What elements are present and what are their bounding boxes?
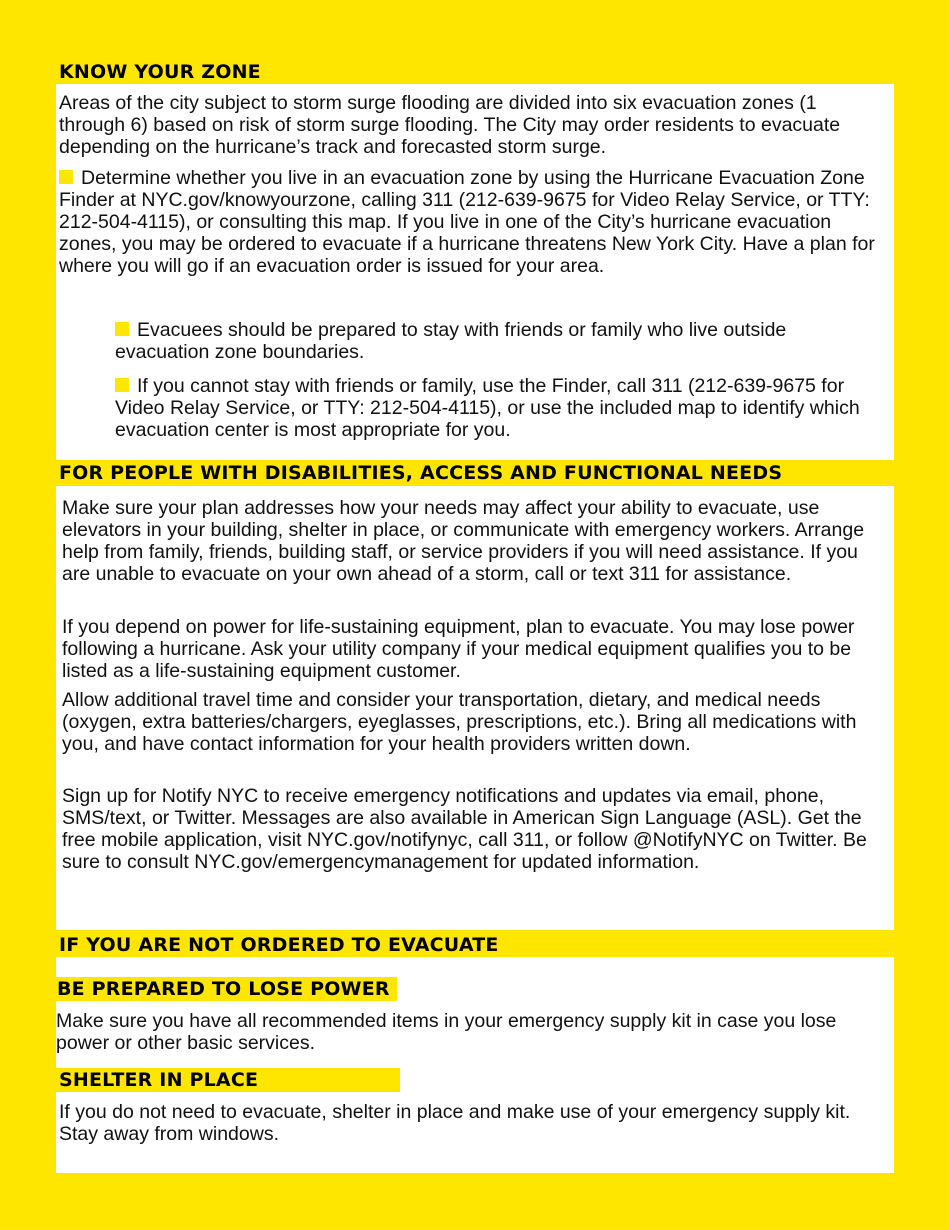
evacuation-center-text: If you cannot stay with friends or family, use the Finder, call 311 (212-639-9675 for Video Relay Service, or TTY: 212-504-4115), or use the included map to identify which evacuation center is most appropriate for you. <box>115 375 860 441</box>
evacuees-friends-family-text: Evacuees should be prepared to stay with friends or family who live outside evacuation zone boundaries. <box>115 319 787 363</box>
square-bullet-icon <box>115 378 129 392</box>
lose-power-body: Make sure you have all recommended items in your emergency supply kit in case you lose power or other basic services. <box>56 1010 837 1054</box>
list-item <box>115 375 875 441</box>
disabilities-paragraph-plan: Make sure your plan addresses how your needs may affect your ability to evacuate, use elevators in your building, shelter in place, or communicate with emergency workers. Arrange help from family, friends, building staff, or service providers if you will need assistance. If you are unable to evacuate on your own ahead of a storm, call or text 311 for assistance. <box>62 497 865 585</box>
shelter-body: If you do not need to evacuate, shelter in place and make use of your emergency supply kit. Stay away from windows. <box>59 1101 851 1145</box>
list-item <box>59 167 889 277</box>
disabilities-paragraph-travel: Allow additional travel time and consider your transportation, dietary, and medical needs (oxygen, extra batteries/chargers, eyeglasses, prescriptions, etc.). Bring all medications with you, and have contact information for your health providers written down. <box>62 689 857 755</box>
subheading-lose-power: BE PREPARED TO LOSE POWER <box>56 977 397 1001</box>
section-heading-know-your-zone: KNOW YOUR ZONE <box>59 61 261 83</box>
disabilities-paragraph-notify: Sign up for Notify NYC to receive emergency notifications and updates via email, phone, SMS/text, or Twitter. Messages are also available in American Sign Language (ASL). Get the free mobile application, visit NYC.gov/notifynyc, call 311, or follow @NotifyNYC on Twitter. Be sure to consult NYC.gov/emergencymanagement for updated information. <box>62 785 867 873</box>
section-heading-disabilities: FOR PEOPLE WITH DISABILITIES, ACCESS AND FUNCTIONAL NEEDS <box>56 461 897 485</box>
know-your-zone-intro: Areas of the city subject to storm surge flooding are divided into six evacuation zones (1 through 6) based on risk of storm surge flooding. The City may order residents to evacuate depending on the hurricane’s track and forecasted storm surge. <box>59 92 841 158</box>
disabilities-paragraph-power: If you depend on power for life-sustaining equipment, plan to evacuate. You may lose power following a hurricane. Ask your utility company if your medical equipment qualifies you to be listed as a life-sustaining equipment customer. <box>62 616 855 682</box>
section-heading-not-ordered: IF YOU ARE NOT ORDERED TO EVACUATE <box>59 934 499 956</box>
list-item <box>115 319 875 363</box>
evacuation-zone-finder-text: Determine whether you live in an evacuation zone by using the Hurricane Evacuation Zone Finder at NYC.gov/knowyourzone, calling 311 (212-639-9675 for Video Relay Service, or TTY: 212-504-4115), or consulting this map. If you live in one of the City’s hurricane evacuation zones, you may be ordered to evacuate if a hurricane threatens New York City. Have a plan for where you will go if an evacuation order is issued for your area. <box>59 167 875 277</box>
square-bullet-icon <box>115 322 129 336</box>
subheading-shelter-in-place: SHELTER IN PLACE <box>56 1068 400 1092</box>
square-bullet-icon <box>59 170 73 184</box>
